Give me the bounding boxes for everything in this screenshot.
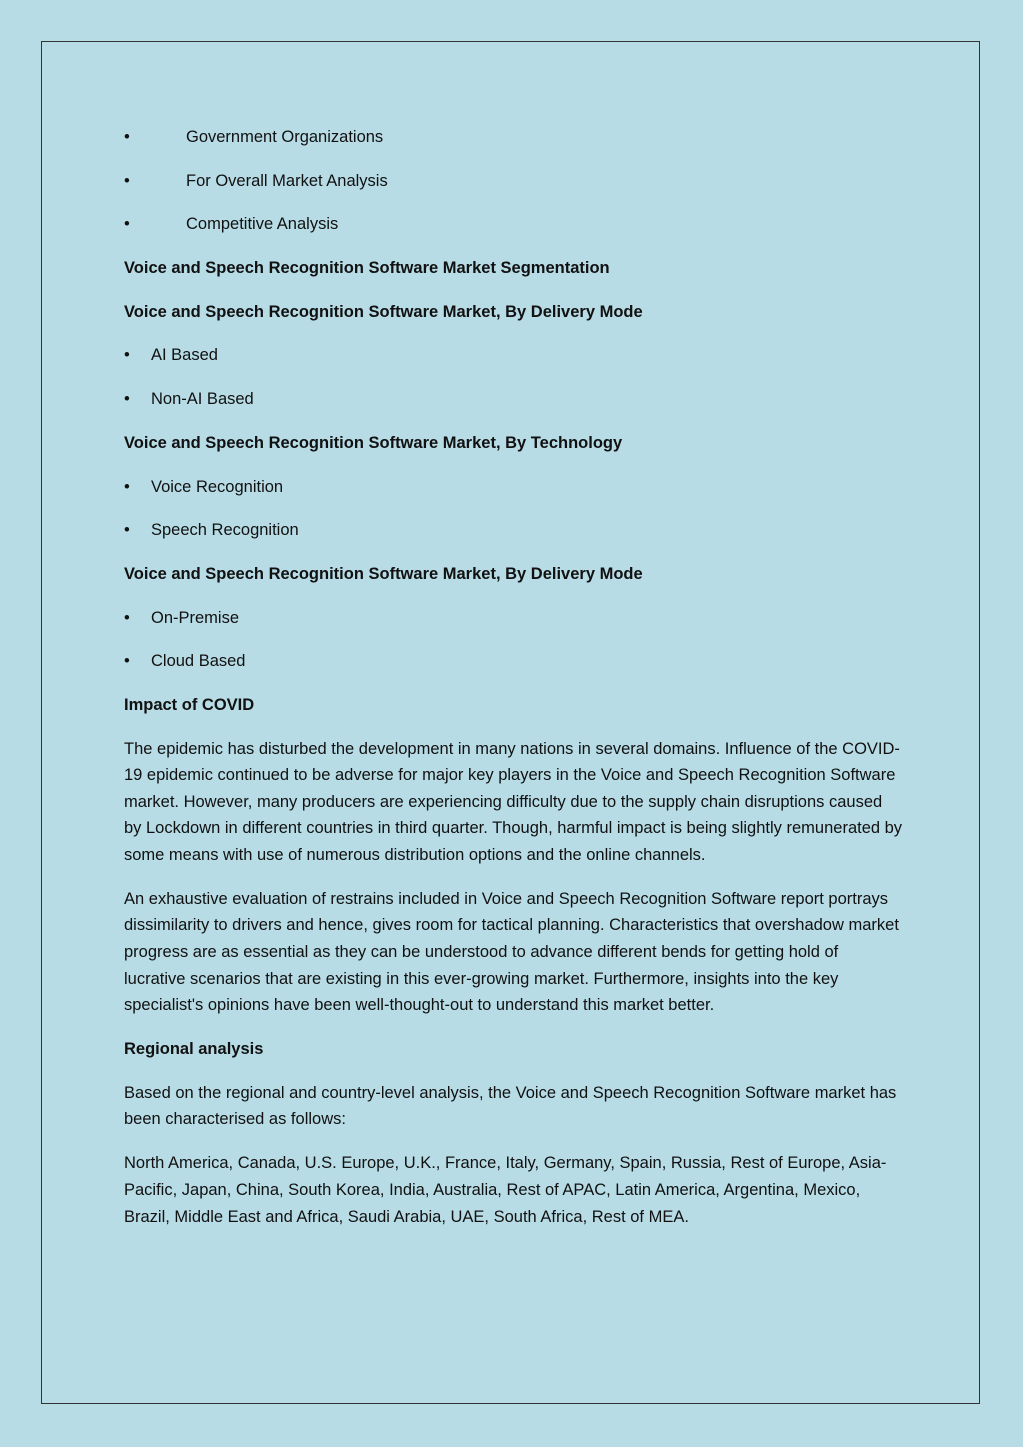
list-item-text: Government Organizations — [186, 128, 384, 146]
document-body — [124, 124, 904, 1247]
list-item — [124, 517, 904, 543]
covid-heading: Impact of COVID — [124, 695, 255, 714]
list-item — [124, 648, 904, 674]
regional-heading: Regional analysis — [124, 1040, 264, 1059]
delivery-mode-heading: Voice and Speech Recognition Software Market, By Delivery Mode — [124, 302, 643, 321]
bullet-icon: • — [124, 128, 130, 146]
restraints-paragraph: An exhaustive evaluation of restrains included in Voice and Speech Recognition Software report portrays dissimilarity to drivers and hence, gives room for tactical planning. Characteristics that overshadow market progress are as essential as they can be understood to advance different bends for getting hold of lucrative scenarios that are existing in this ever-growing market. Furthermore, insights into the key specialist's opinions have been well-thought-out to understand this market better. — [124, 889, 899, 1015]
list-item-text: For Overall Market Analysis — [186, 171, 388, 190]
list-item — [124, 124, 904, 150]
list-item — [124, 211, 904, 237]
list-item-text: Non-AI Based — [151, 390, 254, 409]
covid-paragraph: The epidemic has disturbed the development in many nations in several domains. Influence of the COVID-19 epidemic continued to be adverse for major key players in the Voice and Speech Recognition Software market. However, many producers are experiencing difficulty due to the supply chain disruptions caused by Lockdown in different countries in third quarter. Though, harmful impact is being slightly remunerated by some means with use of numerous distribution options and the online channels. — [124, 739, 903, 864]
bullet-icon: • — [124, 390, 130, 409]
bullet-icon: • — [124, 346, 130, 365]
bullet-icon: • — [124, 608, 130, 627]
list-item-text: On-Premise — [151, 608, 240, 627]
list-item — [124, 386, 904, 412]
regions-list-paragraph: North America, Canada, U.S. Europe, U.K., France, Italy, Germany, Spain, Russia, Rest of Europe, Asia-Pacific, Japan, China, South Korea, India, Australia, Rest of APAC, Latin America, Argentina, Mexico, Brazil, Middle East and Africa, Saudi Arabia, UAE, South Africa, Rest of MEA. — [124, 1154, 887, 1226]
list-item — [124, 342, 904, 368]
list-item-text: Speech Recognition — [151, 521, 299, 540]
list-item-text: Cloud Based — [151, 652, 246, 671]
list-item — [124, 605, 904, 631]
segmentation-heading: Voice and Speech Recognition Software Market Segmentation — [124, 259, 610, 278]
list-item-text: Voice Recognition — [151, 477, 284, 496]
bullet-icon: • — [124, 477, 130, 496]
bullet-icon: • — [124, 171, 130, 190]
bullet-icon: • — [124, 521, 130, 540]
technology-heading: Voice and Speech Recognition Software Market, By Technology — [124, 433, 623, 452]
bullet-icon: • — [124, 215, 130, 234]
list-item-text: AI Based — [151, 346, 218, 365]
delivery-mode-heading: Voice and Speech Recognition Software Market, By Delivery Mode — [124, 564, 643, 583]
list-item — [124, 168, 904, 194]
bullet-icon: • — [124, 652, 130, 671]
list-item-text: Competitive Analysis — [186, 215, 339, 234]
regional-intro-paragraph: Based on the regional and country-level analysis, the Voice and Speech Recognition Software market has been characterised as follows: — [124, 1083, 897, 1129]
list-item — [124, 474, 904, 500]
